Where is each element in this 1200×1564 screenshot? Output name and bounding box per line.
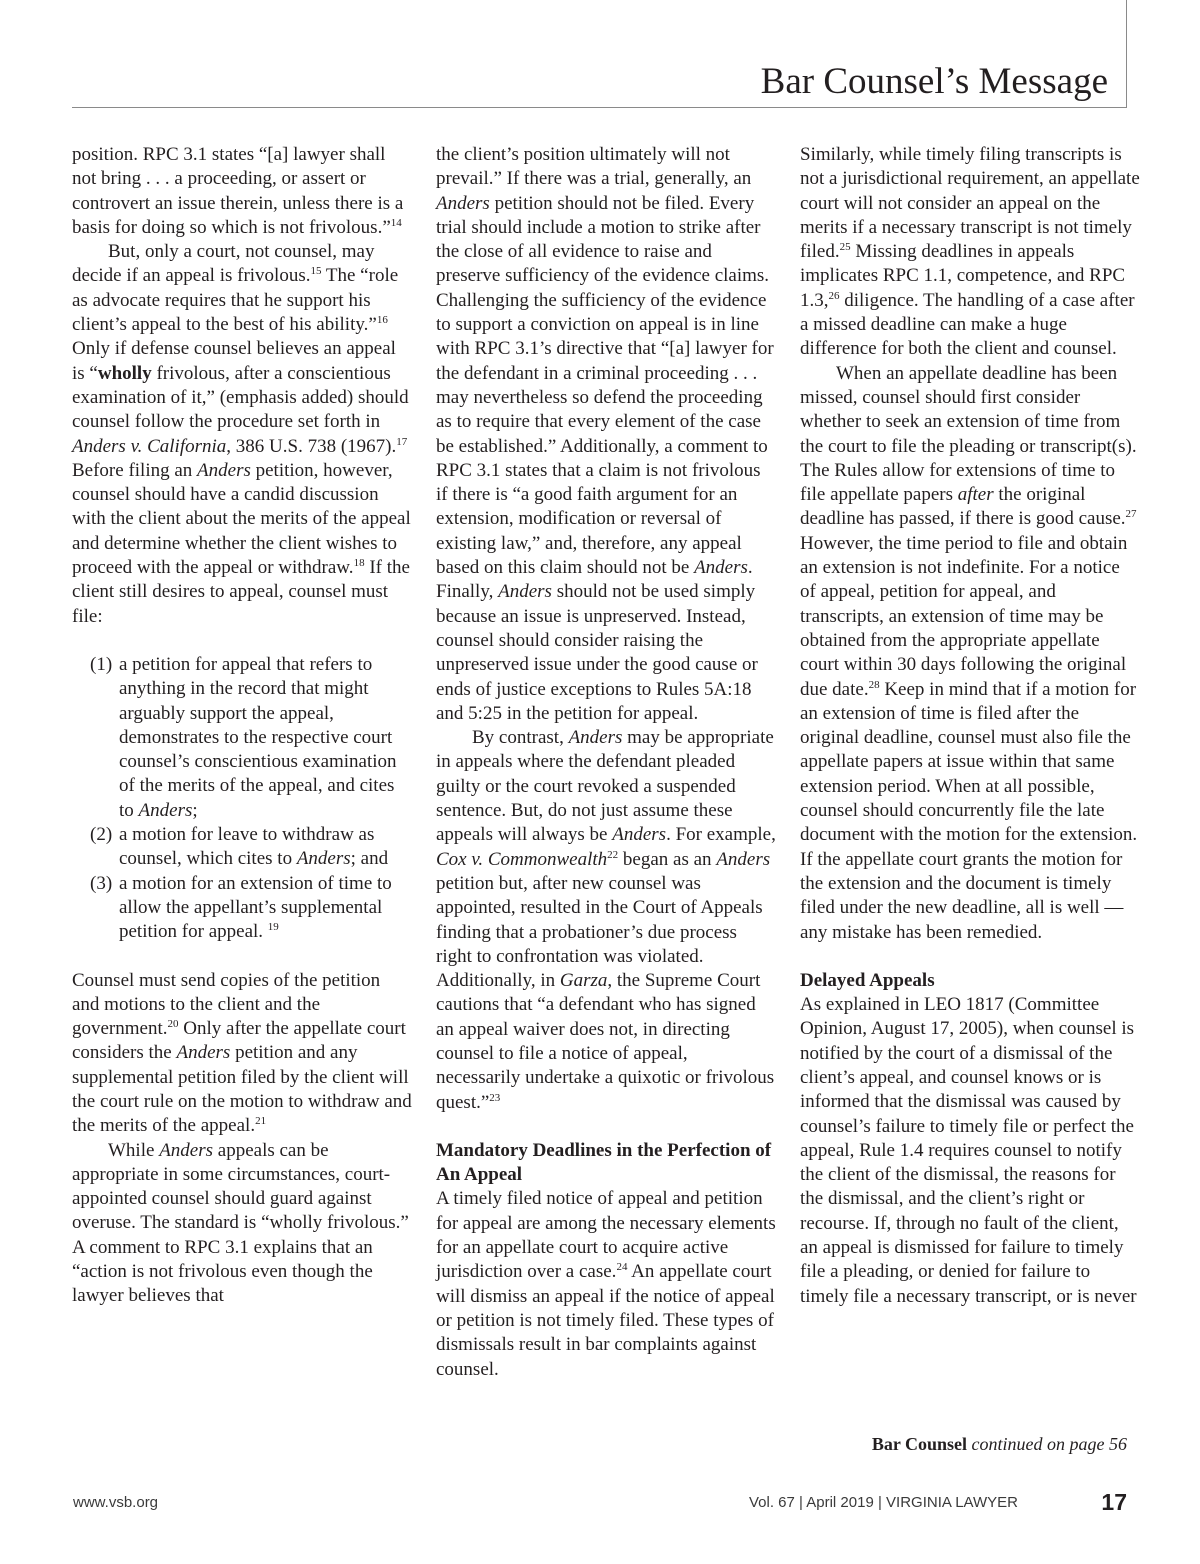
list-item: (1) a petition for appeal that refers to anything in the record that might arguably support the appeal, demonstrates to the respective court counsel’s conscientious examination of the merits of the appeal, and cites to Anders; xyxy=(90,653,397,821)
paragraph: When an appellate deadline has been missed, counsel should first consider whether to seek an extension of time from the court to file the pleading or transcript(s). The Rules allow for extensions of time to file appellate papers after the original deadline has passed, if there is good cause.$^{27}$ However, the time period to file and obtain an extension is not indefinite. For a notice of appeal, petition for appeal, and transcripts, an extension of time may be obtained from the appropriate appellate court within 30 days following the original due date.$^{28}$ Keep in mind that if a motion for an extension of time is filed after the original deadline, counsel must also file the appellate papers at issue within that same extension period. When at all possible, counsel should concurrently file the late document with the motion for the extension. If the appellate court grants the motion for the extension and the document is timely filed under the new deadline, all is well — any mistake has been remedied. xyxy=(800,362,1138,943)
footnote-ref: 20 xyxy=(167,1018,179,1031)
footnote-ref: 23 xyxy=(489,1091,501,1104)
footnote-ref: 14 xyxy=(390,216,402,229)
footnote-ref: 21 xyxy=(255,1115,267,1128)
continued-note: Bar Counsel continued on page 56 xyxy=(871,1434,1127,1454)
paragraph: A timely filed notice of appeal and petition for appeal are among the necessary elements for an appellate court to acquire active jurisdiction over a case.$^{24}$ An appellate court will dismiss an appeal if the notice of appeal or petition is not timely filed. These types of dismissals result in bar complaints against counsel. xyxy=(436,1188,776,1380)
footnote-ref: 27 xyxy=(1125,508,1137,521)
paragraph: As explained in LEO 1817 (Committee Opinion, August 17, 2005), when counsel is notified by the court of a dismissal of the client’s appeal, and counsel knows or is informed that the dismissal was caused by counsel’s failure to timely file or perfect the appeal, Rule 1.4 requires counsel to notify the client of the dismissal, the reasons for the dismissal, and the client’s right or recourse. If, through no fault of the client, an appeal is dismissed for failure to timely file a pleading, or denied for failure to timely file a necessary transcript, or is never xyxy=(800,994,1137,1307)
section-title: Bar Counsel’s Message xyxy=(760,61,1108,102)
filing-list xyxy=(72,653,412,945)
page-number: 17 xyxy=(1101,1489,1127,1515)
footnote-ref: 25 xyxy=(839,241,851,254)
section-heading: Mandatory Deadlines in the Perfection of An Appeal xyxy=(436,1139,772,1186)
footnote-ref: 17 xyxy=(396,435,408,448)
paragraph: While Anders appeals can be appropriate in some circumstances, court-appointed counsel should guard against overuse. The standard is “wholly frivolous.” A comment to RPC 3.1 explains that an “action is not frivolous even though the lawyer believes that xyxy=(72,1139,409,1307)
footnote-ref: 16 xyxy=(376,314,388,327)
paragraph: the client’s position ultimately will not prevail.” If there was a trial, generally, an Anders petition should not be filed. Every trial should include a motion to strike after the close of all evidence to raise and preserve sufficiency of the evidence claims. Challenging the sufficiency of the evidence to support a conviction on appeal is in line with RPC 3.1’s directive that “[a] lawyer for the defendant in a criminal proceeding . . . may nevertheless so defend the proceeding as to require that every element of the case be established.” Additionally, a comment to RPC 3.1 states that a claim is not frivolous if there is “a good faith argument for an extension, modification or reversal of existing law,” and, therefore, any appeal based on this claim should not be Anders. Finally, Anders should not be used simply because an issue is unpreserved. Instead, counsel should consider raising the unpreserved issue under the good cause or ends of justice exceptions to Rules 5A:18 and 5:25 in the petition for appeal. xyxy=(436,144,774,724)
paragraph: Counsel must send copies of the petition and motions to the client and the government.$^{20}$ Only after the appellate court considers the Anders petition and any supplemental petition filed by the client will the court rule on the motion to withdraw and the merits of the appeal.$^{21}$ xyxy=(72,969,412,1137)
paragraph: position. RPC 3.1 states “[a] lawyer shall not bring . . . a proceeding, or assert or controvert an issue therein, unless there is a basis for doing so which is not frivolous.”$^{14}$ xyxy=(72,144,404,238)
footnote-ref: 15 xyxy=(310,265,322,278)
footnote-ref: 26 xyxy=(828,289,840,302)
list-item: (2) a motion for leave to withdraw as counsel, which cites to Anders; and xyxy=(90,824,389,870)
paragraph: But, only a court, not counsel, may decide if an appeal is frivolous.$^{15}$ The “role as advocate requires that he support his client’s appeal to the best of his ability.”$^{16}$ Only if defense counsel believes an appeal is “wholly frivolous, after a conscientious examination of it,” (emphasis added) should counsel follow the procedure set forth in Anders v. California, 386 U.S. 738 (1967).$^{17}$ Before filing an Anders petition, however, counsel should have a candid discussion with the client about the merits of the appeal and determine whether the client wishes to proceed with the appeal or withdraw.$^{18}$ If the client still desires to appeal, counsel must file: xyxy=(72,241,411,627)
column-2 xyxy=(436,143,776,1382)
paragraph: By contrast, Anders may be appropriate in appeals where the defendant pleaded guilty or the court revoked a suspended sentence. But, do not just assume these appeals will always be Anders. For example, Cox v. Commonwealth$^{22}$ began as an Anders petition but, after new counsel was appointed, resulted in the Court of Appeals finding that a probationer’s due process right to confrontation was violated. Additionally, in Garza, the Supreme Court cautions that “a defendant who has signed an appeal waiver does not, in directing counsel to file a notice of appeal, necessarily undertake a quixotic or frivolous quest.”$^{23}$ xyxy=(436,727,776,1113)
header-rule xyxy=(72,107,1127,108)
footer-url[interactable]: www.vsb.org xyxy=(73,1494,159,1511)
footer-issue: Vol. 67 | April 2019 | VIRGINIA LAWYER xyxy=(748,1494,1018,1511)
column-1 xyxy=(72,143,412,1309)
column-3 xyxy=(800,143,1140,1309)
footnote-ref: 24 xyxy=(616,1261,628,1274)
footnote-ref: 22 xyxy=(607,848,619,861)
footnote-ref: 18 xyxy=(353,557,365,570)
list-item: (3) a motion for an extension of time to allow the appellant’s supplemental petition for appeal. $^{19}$ xyxy=(90,872,392,943)
footnote-ref: 19 xyxy=(267,921,279,934)
header-rule-vertical xyxy=(1126,0,1127,108)
section-heading: Delayed Appeals xyxy=(800,969,935,991)
footnote-ref: 28 xyxy=(868,678,880,691)
paragraph: Similarly, while timely filing transcripts is not a jurisdictional requirement, an appellate court will not consider an appeal on the merits if a necessary transcript is not timely filed.$^{25}$ Missing deadlines in appeals implicates RPC 1.1, competence, and RPC 1.3,26 diligence. The handling of a case after a missed deadline can make a huge difference for both the client and counsel. xyxy=(800,144,1140,360)
